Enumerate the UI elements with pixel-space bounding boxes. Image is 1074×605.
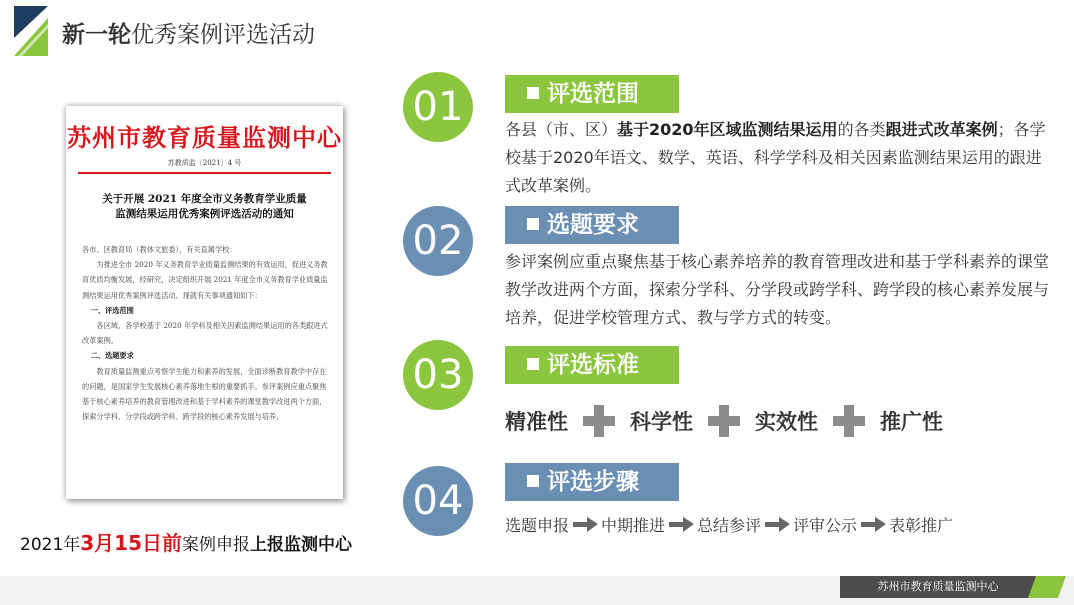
document-body	[82, 242, 329, 424]
deadline-text	[20, 527, 352, 556]
section-label-text: 评选标准	[547, 352, 639, 378]
text-run-bold: 基于2020年区域监测结果运用	[617, 120, 838, 139]
document-section-title: 二、选题要求	[90, 351, 134, 361]
square-bullet-icon	[527, 218, 539, 230]
steps-row	[505, 511, 953, 537]
arrow-right-icon	[669, 517, 695, 531]
page-title	[62, 16, 315, 49]
notice-document	[66, 106, 343, 499]
section-label-requirements	[505, 206, 679, 244]
criterion: 科学性	[630, 410, 693, 434]
document-salutation: 各市、区教育局（教体文旅委），有关直属学校：	[82, 245, 237, 254]
plus-icon	[583, 405, 615, 437]
text-run: ；各学校基于2020年语文、数学、英语、科学学科及相关因素监测结果运用的跟进式改革案例。	[505, 120, 1046, 195]
square-bullet-icon	[527, 87, 539, 99]
header-logo-icon	[14, 6, 48, 56]
plus-icon	[833, 405, 865, 437]
text-run: 各县（市、区）	[505, 120, 618, 139]
section-label-scope	[505, 75, 679, 113]
document-intro: 为推进全市 2020 年义务教育学业质量监测结果的有效运用，促进义务教育优质均衡发展，经研究，决定组织开展 2021 年度全市义务教育学业质量监测结果运用优秀案例评选活动。现就有关事项通知如下：	[82, 260, 328, 300]
arrow-right-icon	[861, 517, 887, 531]
criterion: 推广性	[880, 410, 943, 434]
section-number-circle: 01	[403, 72, 473, 142]
arrow-right-icon	[765, 517, 791, 531]
plus-icon	[708, 405, 740, 437]
document-title	[76, 192, 333, 222]
deadline-prefix: 2021年	[20, 535, 81, 555]
step: 中期推进	[601, 515, 666, 535]
section-number-circle: 04	[403, 466, 473, 536]
deadline-date: 3月15日前	[80, 531, 183, 555]
section-label-text: 选题要求	[547, 212, 639, 238]
section-label-text: 评选步骤	[547, 469, 639, 495]
section-number-circle: 02	[403, 206, 473, 276]
document-number: 苏教质监〔2021〕4 号	[167, 159, 242, 167]
criterion: 实效性	[755, 410, 818, 434]
criteria-row	[505, 405, 943, 437]
section-number-circle: 03	[403, 340, 473, 410]
document-org-header: 苏州市教育质量监测中心	[67, 123, 342, 152]
page-title-rest: 优秀案例评选活动	[131, 22, 315, 48]
document-red-divider	[78, 172, 331, 174]
text-run-bold: 跟进式改革案例	[885, 120, 998, 139]
section-text-requirements: 参评案例应重点聚焦基于核心素养培养的教育管理改进和基于学科素养的课堂教学改进两个方面，探索分学科、分学段或跨学科、跨学段的核心素养发展与培养，促进学校管理方式、教与学方式的转变。	[505, 252, 1050, 327]
section-text-scope	[505, 116, 1050, 200]
page-title-bold: 新一轮	[62, 22, 131, 48]
document-section-title: 一、评选范围	[90, 305, 134, 315]
step: 评审公示	[793, 515, 858, 535]
criterion: 精准性	[505, 410, 568, 434]
document-section-text: 各区域、各学校基于 2020 年学科及相关因素监测结果运用的各类跟进式改革案例。	[82, 321, 328, 346]
document-section-text: 教育质量监测重点考察学生能力和素养的发展，全面诊断教育教学中存在的问题，是国家学生发展核心素养落地生根的重要抓手。参评案例应重点聚焦基于核心素养培养的教育管理改进和基于学科素养的课堂教学改进两个方面，探索分学科、分学段或跨学科、跨学段的核心素养发展与培养，	[82, 366, 327, 422]
document-title-line: 关于开展 2021 年度全市义务教育学业质量	[102, 193, 307, 205]
section-label-text: 评选范围	[547, 81, 639, 107]
deadline-middle: 案例申报	[182, 535, 251, 555]
section-label-criteria	[505, 346, 679, 384]
step: 总结参评	[697, 515, 762, 535]
section-label-steps	[505, 463, 679, 501]
footer-stripe-decoration	[1028, 576, 1066, 598]
deadline-suffix: 上报监测中心	[250, 535, 353, 555]
square-bullet-icon	[527, 358, 539, 370]
arrow-right-icon	[573, 517, 599, 531]
step: 选题申报	[505, 515, 570, 535]
text-run: 的各类	[837, 120, 886, 139]
square-bullet-icon	[527, 475, 539, 487]
step: 表彰推广	[889, 515, 954, 535]
document-title-line: 监测结果运用优秀案例评选活动的通知	[115, 208, 294, 220]
footer-label: 苏州市教育质量监测中心	[840, 576, 1036, 598]
